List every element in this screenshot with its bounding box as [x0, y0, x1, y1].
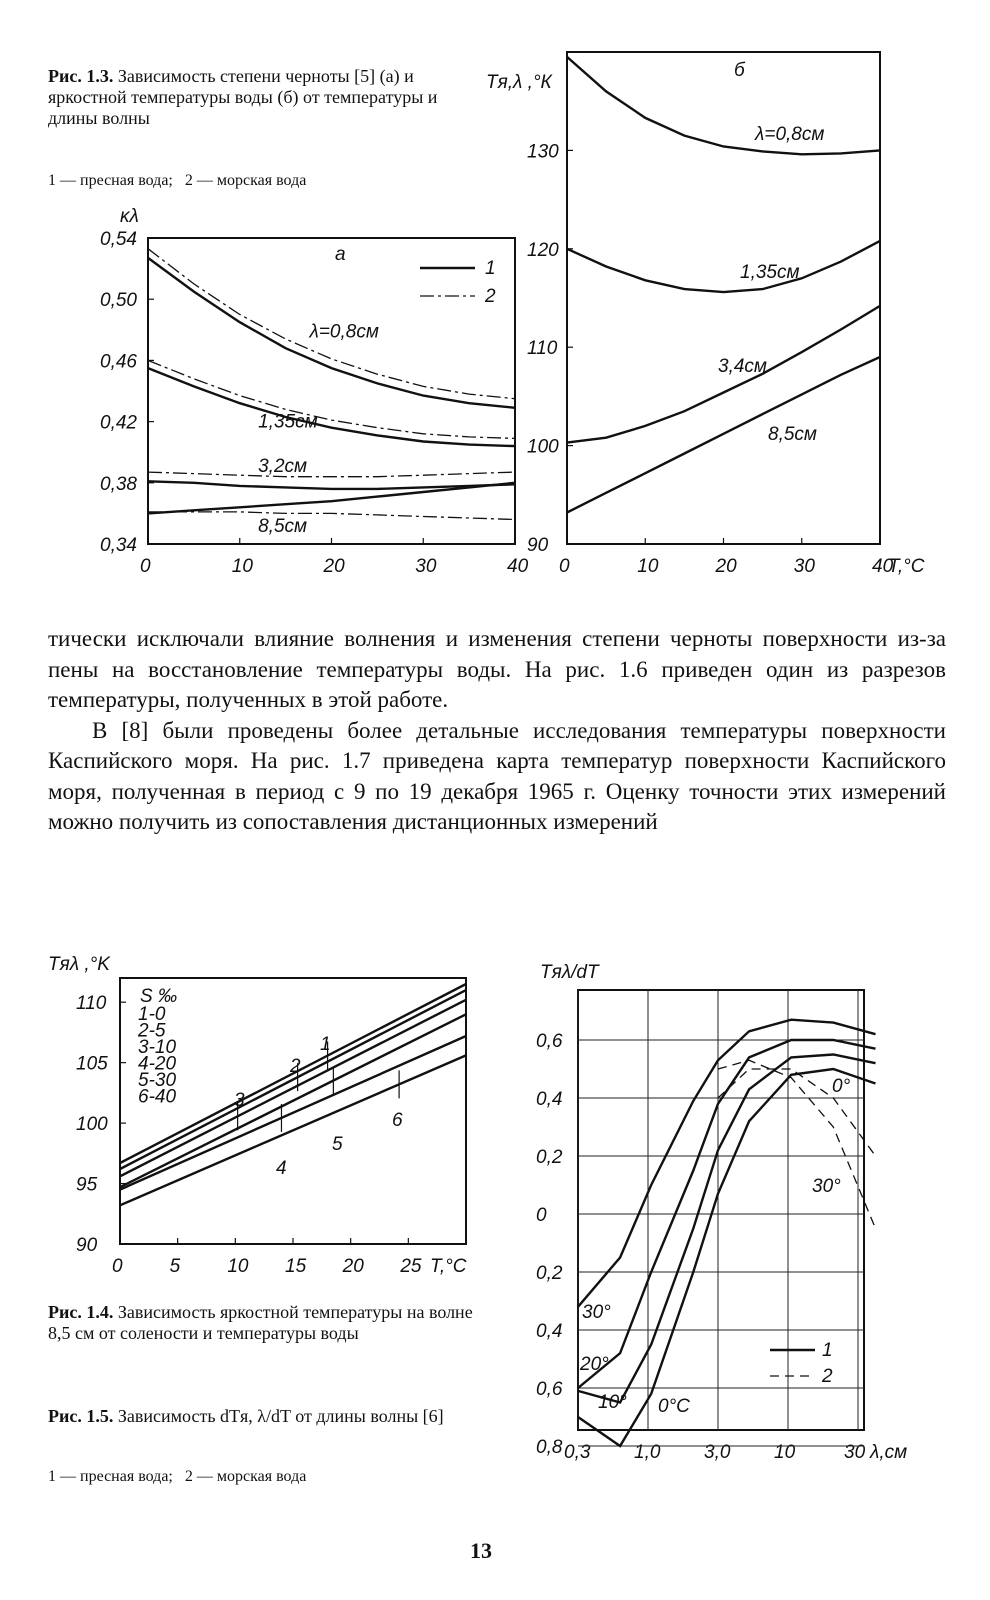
- fig14-legend-entry: 6-40: [138, 1086, 177, 1108]
- fig13b-xtick-label: 40: [872, 556, 894, 577]
- fig13b-ytick-label: 130: [527, 141, 559, 163]
- fig13-caption-label: Рис. 1.3.: [48, 66, 114, 86]
- fig15-ytick-label: 0,4: [536, 1321, 563, 1342]
- fig15-series-line: [718, 1069, 876, 1156]
- fig14-xlabel: T,°C: [430, 1256, 467, 1277]
- fig14-legend-entry: 1-0: [138, 1004, 166, 1025]
- fig14-ytick-label: 90: [76, 1235, 98, 1256]
- fig14-series-number: 2: [290, 1056, 301, 1077]
- fig14-legend-entry: 4-20: [138, 1053, 177, 1075]
- fig15-xtick-label: 0,3: [564, 1442, 591, 1463]
- fig13a-curve-label: 8,5см: [258, 515, 308, 537]
- fig14-ytick-label: 100: [76, 1114, 108, 1136]
- fig13b-curve-label: λ=0,8см: [755, 124, 825, 145]
- fig15-curve-label: 0°: [832, 1076, 851, 1097]
- fig15-curve-label: 0°C: [658, 1396, 690, 1417]
- fig15-ytick-label: 0: [536, 1205, 547, 1226]
- fig15-ytick-label: 0,8: [536, 1437, 563, 1458]
- fig13a-ytick-label: 0,42: [100, 412, 137, 434]
- fig14-xtick-label: 5: [169, 1256, 181, 1277]
- fig13a-ytick-label: 0,46: [100, 351, 137, 373]
- fig13a-xtick-label: 30: [415, 556, 437, 577]
- fig14-caption-label: Рис. 1.4.: [48, 1302, 114, 1322]
- fig15-xtick-label: 1,0: [634, 1442, 661, 1463]
- body-paragraph-1: тически исключали влияние волнения и изменения степени черноты поверхности из-за пены на восстановление температуры воды. На рис. 1.6 приведен один из разрезов температуры, полученных в этой работе.: [48, 626, 946, 712]
- fig13b-xlabel: T,°C: [888, 556, 925, 577]
- fig13b-curve-label: 1,35см: [740, 262, 800, 283]
- fig14-series-number: 5: [332, 1134, 343, 1155]
- fig14-legend-title: S ‰: [140, 986, 177, 1007]
- fig13a-xtick-label: 20: [323, 556, 345, 577]
- fig14-legend-entry: 3-10: [138, 1037, 177, 1058]
- fig13a-ytick-label: 0,34: [100, 535, 137, 556]
- fig14-xtick-label: 20: [342, 1256, 364, 1277]
- fig14-ytick-label: 105: [76, 1053, 108, 1075]
- fig15-legend-label-2: 2: [822, 1366, 833, 1387]
- fig13b-xtick-label: 20: [715, 556, 737, 577]
- fig13b-ytick-label: 100: [527, 436, 559, 458]
- fig13b-curve-label: 8,5см: [768, 424, 817, 445]
- fig13a-xtick-label: 0: [140, 556, 151, 577]
- fig13b-xtick-label: 30: [793, 556, 815, 577]
- page-number: 13: [470, 1538, 492, 1563]
- fig15-curve-label: 10°: [598, 1392, 627, 1413]
- fig13a-ytick-label: 0,38: [100, 473, 137, 495]
- fig15-legend-label-1: 1: [822, 1340, 833, 1361]
- fig13a-curve-label: 1,35см: [258, 411, 318, 433]
- fig15-curve-label: 20°: [580, 1354, 609, 1375]
- fig13b-ylabel: Tя,λ ,°К: [486, 72, 552, 93]
- fig15-ytick-label: 0,2: [536, 1263, 563, 1284]
- fig13b-ytick-label: 110: [527, 338, 558, 360]
- fig13a-xtick-label: 10: [231, 556, 253, 577]
- fig15-legend-text: 1 — пресная вода; 2 — морская вода: [48, 1468, 307, 1485]
- fig15-series-line: [578, 1020, 876, 1307]
- fig13-legend-text: 1 — пресная вода; 2 — морская вода: [48, 172, 307, 189]
- fig13b-ytick-label: 120: [527, 239, 559, 261]
- fig15-curve-label: 30°: [582, 1302, 611, 1323]
- fig15-xtick-label: 3,0: [704, 1442, 731, 1463]
- fig13a-curve-label: λ=0,8см: [309, 321, 379, 343]
- fig15-ytick-label: 0,2: [536, 1147, 563, 1168]
- fig13b-ytick-label: 90: [527, 535, 549, 556]
- body-paragraph-2: В [8] были проведены более детальные исследования температуры поверхности Каспийского моря. На рис. 1.7 приведена карта температур поверхности Каспийского моря, полученная в период с 9 по 19 декабря 1965 г. Оценку точности этих измерений можно получить из сопоставления дистанционных измерений: [48, 717, 946, 834]
- fig13b-curve-label: 3,4см: [718, 356, 767, 377]
- fig14-legend-entry: 5-30: [138, 1070, 177, 1091]
- fig14-caption-text: Зависимость яркостной температуры на волне 8,5 см от солености и температуры воды: [48, 1302, 473, 1343]
- fig15-caption-label: Рис. 1.5.: [48, 1406, 114, 1426]
- fig14-ytick-label: 110: [76, 993, 107, 1015]
- fig15-series-line: [578, 1069, 876, 1446]
- fig13a-legend-label-1: 1: [485, 258, 496, 279]
- fig14-series-number: 6: [392, 1110, 403, 1131]
- fig13a-legend-label-2: 2: [485, 286, 496, 307]
- fig15-ytick-label: 0,6: [536, 1031, 563, 1052]
- fig13a-curve-label: 3,2см: [258, 456, 308, 478]
- fig14-series-number: 1: [320, 1034, 331, 1055]
- fig15-ytick-label: 0,6: [536, 1379, 563, 1400]
- fig15-ytick-label: 0,4: [536, 1089, 563, 1110]
- fig13-caption-text: Зависимость степени черноты [5] (а) и яркостной температуры воды (б) от температуры и длины волны: [48, 66, 438, 128]
- fig13a-ylabel: κλ: [120, 206, 139, 227]
- fig14-xtick-label: 10: [227, 1256, 249, 1277]
- fig13a-ytick-label: 0,54: [100, 229, 137, 250]
- fig14-series-number: 4: [276, 1158, 287, 1179]
- fig15-xtick-label: 30: [844, 1442, 866, 1463]
- fig13b-panel-label: б: [734, 60, 745, 81]
- fig15-series-line: [718, 1060, 876, 1228]
- fig14-ylabel: Tяλ ,°K: [48, 954, 110, 975]
- fig13b-xtick-label: 0: [559, 556, 570, 577]
- fig14-xtick-label: 0: [112, 1256, 123, 1277]
- fig15-curve-label: 30°: [812, 1176, 841, 1197]
- fig14-legend-entry: 2-5: [138, 1020, 166, 1042]
- fig13b-xtick-label: 10: [637, 556, 659, 577]
- fig14-ytick-label: 95: [76, 1174, 98, 1196]
- fig14-xtick-label: 15: [285, 1256, 307, 1277]
- fig13a-xtick-label: 40: [507, 556, 529, 577]
- fig15-xlabel: λ,см: [870, 1442, 908, 1463]
- fig15-ylabel: Tяλ/dT: [540, 962, 599, 983]
- fig14-xtick-label: 25: [400, 1256, 422, 1277]
- fig15-caption-text: Зависимость dTя, λ/dT от длины волны [6]: [117, 1406, 444, 1426]
- fig14-series-number: 3: [234, 1090, 245, 1111]
- fig15-xtick-label: 10: [774, 1442, 796, 1463]
- fig13a-ytick-label: 0,50: [100, 290, 137, 312]
- fig13a-panel-label: а: [335, 244, 346, 265]
